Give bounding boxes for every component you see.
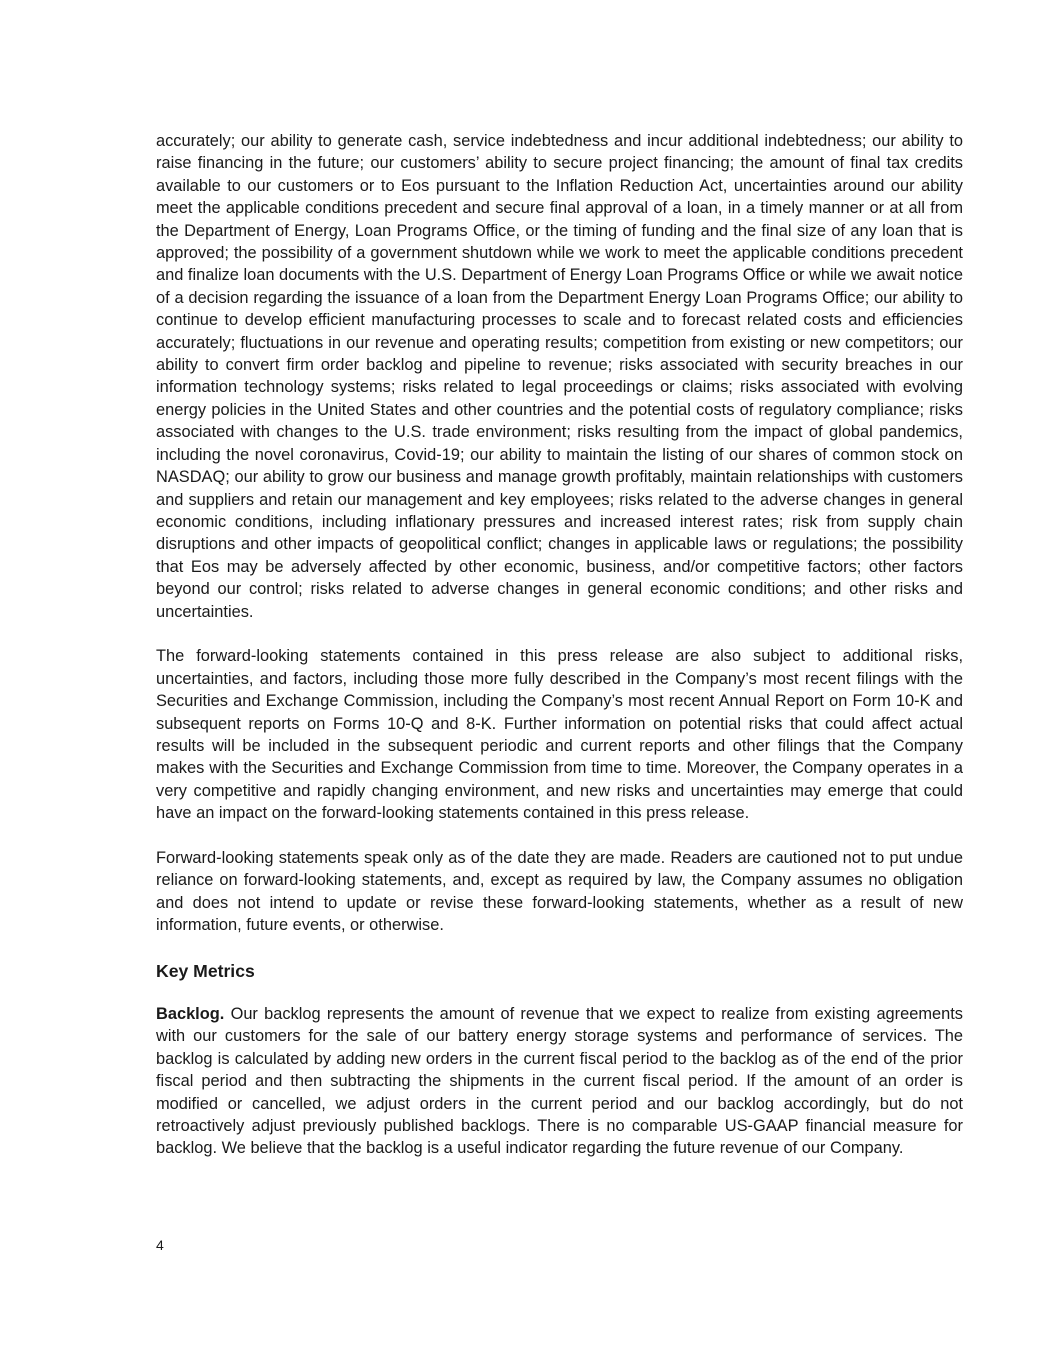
additional-risks-paragraph: The forward-looking statements contained in this press release are also subject to additional risks, uncertainties, and factors, including those more fully described in the Company’s most recent filings with the Securities and Exchange Commission, including the Company’s most recent Annual Report on Form 10-K and subsequent reports on Forms 10-Q and 8-K. Further information on potential risks that could affect actual results will be included in the subsequent periodic and current reports and other filings that the Company makes with the Securities and Exchange Commission from time to time. Moreover, the Company operates in a very competitive and rapidly changing environment, and new risks and uncertainties may emerge that could have an impact on the forward-looking statements contained in this press release. [156, 647, 963, 823]
risk-factors-paragraph: accurately; our ability to generate cash, service indebtedness and incur additional indebtedness; our ability to raise financing in the future; our customers’ ability to secure project financing; the amount of final tax credits available to our customers or to Eos pursuant to the Inflation Reduction Act, uncertainties around our ability meet the applicable conditions precedent and secure final approval of a loan, in a timely manner or at all from the Department of Energy, Loan Programs Office, or the timing of funding and the final size of any loan that is approved; the possibility of a government shutdown while we work to meet the applicable conditions precedent and finalize loan documents with the U.S. Department of Energy Loan Programs Office or while we await notice of a decision regarding the issuance of a loan from the Department Energy Loan Programs Office; our ability to continue to develop efficient manufacturing processes to scale and to forecast related costs and efficiencies accurately; fluctuations in our revenue and operating results; competition from existing or new competitors; our ability to convert firm order backlog and pipeline to revenue; risks associated with security breaches in our information technology systems; risks related to legal proceedings or claims; risks associated with evolving energy policies in the United States and other countries and the potential costs of regulatory compliance; risks associated with changes to the U.S. trade environment; risks resulting from the impact of global pandemics, including the novel coronavirus, Covid-19; our ability to maintain the listing of our shares of common stock on NASDAQ; our ability to grow our business and manage growth profitably, maintain relationships with customers and suppliers and retain our management and key employees; risks related to the adverse changes in general economic conditions, including inflationary pressures and increased interest rates; risk from supply chain disruptions and other impacts of geopolitical conflict; changes in applicable laws or regulations; the possibility that Eos may be adversely affected by other economic, business, and/or competitive factors; other factors beyond our control; risks related to adverse changes in general economic conditions; and other risks and uncertainties. [156, 132, 963, 621]
page-number: 4 [156, 1237, 164, 1253]
backlog-text: Our backlog represents the amount of revenue that we expect to realize from existing agreements with our customers for the sale of our battery energy storage systems and performance of services. The backlog is calculated by adding new orders in the current fiscal period to the backlog as of the end of the prior fiscal period and then subtracting the shipments in the current fiscal period. If the amount of an order is modified or cancelled, we adjust orders in the current period and our backlog accordingly, but do not retroactively adjust previously published backlogs. There is no comparable US-GAAP financial measure for backlog. We believe that the backlog is a useful indicator regarding the future revenue of our Company. [156, 1004, 963, 1158]
key-metrics-heading: Key Metrics [156, 960, 255, 981]
backlog-lead: Backlog. [156, 1004, 225, 1023]
document-body [156, 130, 963, 1182]
disclaimer-paragraph: Forward-looking statements speak only as of the date they are made. Readers are cautioned not to put undue reliance on forward-looking statements, and, except as required by law, the Company assumes no obligation and does not intend to update or revise these forward-looking statements, whether as a result of new information, future events, or otherwise. [156, 848, 963, 935]
backlog-paragraph [156, 1003, 963, 1160]
